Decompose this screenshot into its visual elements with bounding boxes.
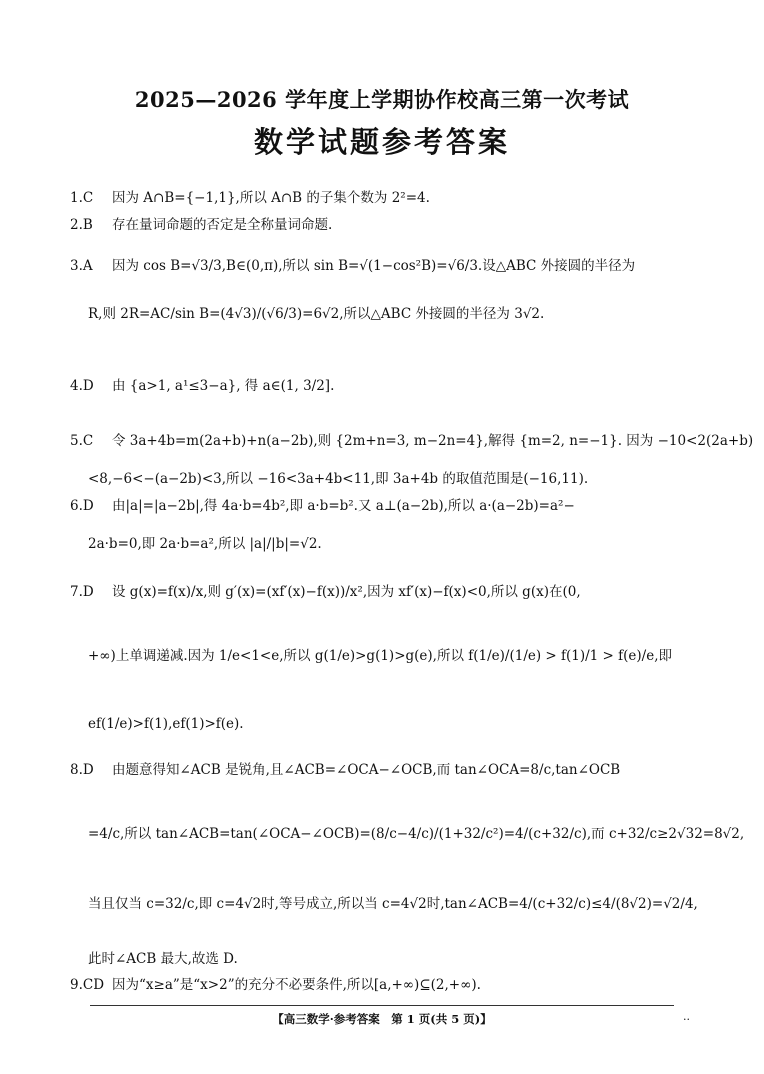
answer-item <box>70 977 710 994</box>
answer-item-continued <box>70 951 710 968</box>
answer-text: 因为 A∩B={−1,1},所以 A∩B 的子集个数为 2²=4. <box>112 190 430 206</box>
footer-divider <box>90 1005 674 1006</box>
answer-number: 7.D <box>70 584 94 600</box>
answer-item-continued <box>70 536 710 553</box>
answer-text: 因为 cos B=√3/3,B∈(0,π),所以 sin B=√(1−cos²B)=√6/3.设△ABC 外接圆的半径为 <box>112 258 636 274</box>
answer-text: 存在量词命题的否定是全称量词命题. <box>112 217 333 233</box>
answer-text: 因为“x≥a”是“x>2”的充分不必要条件,所以[a,+∞)⊆(2,+∞). <box>112 977 481 993</box>
answer-text: +∞)上单调递减.因为 1/e<1<e,所以 g(1/e)>g(1)>g(e),所以 f(1/e)/(1/e) > f(1)/1 > f(e)/e,即 <box>88 648 673 664</box>
answer-text: ef(1/e)>f(1),ef(1)>f(e). <box>88 716 244 732</box>
page-title: 2025—2026 学年度上学期协作校高三第一次考试 <box>134 87 630 112</box>
answer-item-continued <box>70 826 745 843</box>
answer-item-continued <box>70 306 710 323</box>
answer-text: =4/c,所以 tan∠ACB=tan(∠OCA−∠OCB)=(8/c−4/c)/(1+32/c²)=4/(c+32/c),而 c+32/c≥2√32=8√2, <box>88 826 745 842</box>
answer-number: 3.A <box>70 258 93 274</box>
answer-number: 5.C <box>70 433 94 449</box>
answer-text: 此时∠ACB 最大,故选 D. <box>88 951 238 967</box>
answer-text: <8,−6<−(a−2b)<3,所以 −16<3a+4b<11,即 3a+4b 的取值范围是(−16,11). <box>88 471 589 487</box>
answer-text: 由 {a>1, a¹≤3−a}, 得 a∈(1, 3/2]. <box>112 378 335 394</box>
answer-text: R,则 2R=AC/sin B=(4√3)/(√6/3)=6√2,所以△ABC 外接圆的半径为 3√2. <box>88 306 545 322</box>
footer-text: 【高三数学·参考答案 第 1 页(共 5 页)】 <box>272 1012 492 1026</box>
answer-number: 9.CD <box>70 977 105 993</box>
answer-number: 8.D <box>70 762 94 778</box>
answer-item <box>70 433 754 450</box>
answer-item-continued <box>70 716 710 733</box>
answer-item-continued <box>70 471 710 488</box>
answer-item-continued <box>70 896 710 913</box>
page-footer <box>0 1011 764 1027</box>
answer-item <box>70 498 710 515</box>
answer-text: 设 g(x)=f(x)/x,则 g′(x)=(xf′(x)−f(x))/x²,因为 xf′(x)−f(x)<0,所以 g(x)在(0, <box>112 584 581 600</box>
answer-text: 当且仅当 c=32/c,即 c=4√2时,等号成立,所以当 c=4√2时,tan∠ACB=4/(c+32/c)≤4/(8√2)=√2/4, <box>88 896 698 912</box>
answer-number: 6.D <box>70 498 94 514</box>
answer-item <box>70 762 710 779</box>
answer-number: 2.B <box>70 217 93 233</box>
page-subtitle: 数学试题参考答案 <box>253 125 510 159</box>
answer-item-continued <box>70 648 710 665</box>
footer-mark: .. <box>683 1010 690 1023</box>
answer-item <box>70 378 710 395</box>
answer-text: 由题意得知∠ACB 是锐角,且∠ACB=∠OCA−∠OCB,而 tan∠OCA=8/c,tan∠OCB <box>112 762 621 778</box>
answer-number: 1.C <box>70 190 94 206</box>
answer-text: 由|a|=|a−2b|,得 4a·b=4b²,即 a·b=b².又 a⊥(a−2b),所以 a·(a−2b)=a²− <box>112 498 575 514</box>
answer-item <box>70 584 710 601</box>
answer-item <box>70 190 710 207</box>
answer-item <box>70 217 710 234</box>
answer-text: 2a·b=0,即 2a·b=a²,所以 |a|/|b|=√2. <box>88 536 322 552</box>
answer-item <box>70 258 710 275</box>
answer-text: 令 3a+4b=m(2a+b)+n(a−2b),则 {2m+n=3, m−2n=4},解得 {m=2, n=−1}. 因为 −10<2(2a+b) <box>112 433 754 449</box>
answer-number: 4.D <box>70 378 94 394</box>
